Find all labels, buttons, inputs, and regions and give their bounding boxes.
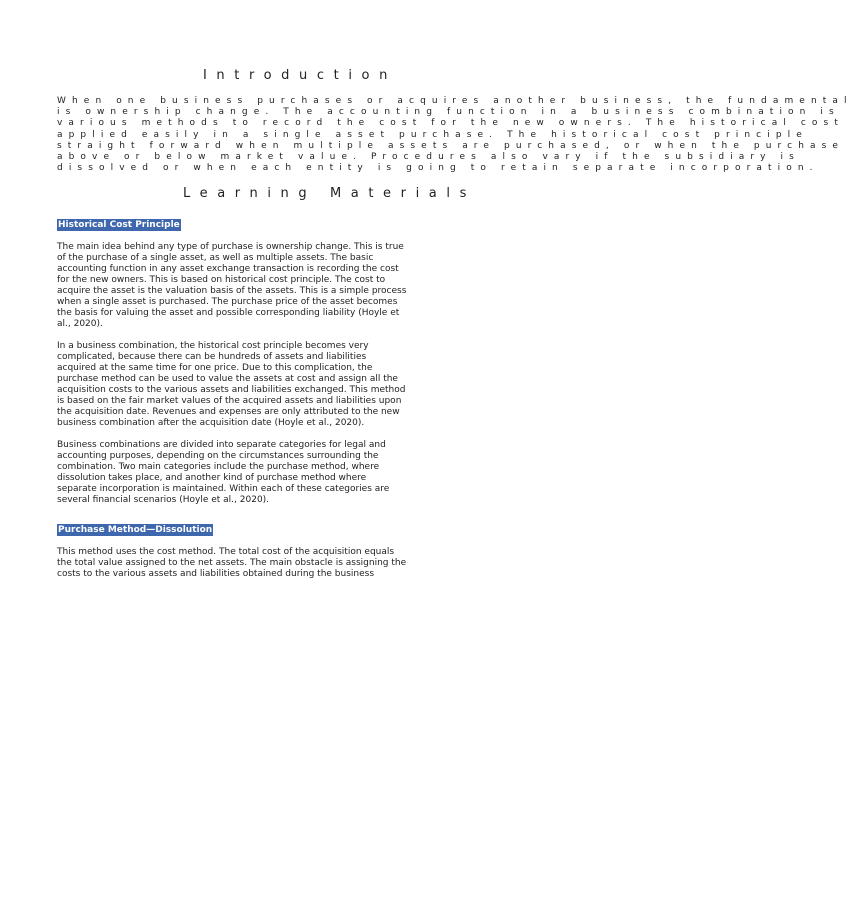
paragraph-line: purchase method can be used to value the assets at cost and assign all the [57,374,398,384]
introduction-line: various methods to record the cost for the new owners. The historical cost [57,118,844,129]
introduction-line: is ownership change. The accounting function in a business combination is [57,107,840,118]
paragraph-line: al., 2020). [57,319,103,329]
paragraph [57,242,427,330]
paragraph [57,547,427,580]
paragraph-line: acquired at the same time for one price. Due to this complication, the [57,363,373,373]
paragraph-line: when a single asset is purchased. The purchase price of the asset becomes [57,297,398,307]
paragraph-line: the basis for valuing the asset and possible corresponding liability (Hoyle et [57,308,400,318]
introduction-line: applied easily in a single asset purchase. The historical cost principle [57,129,808,140]
introduction-line: above or below market value. Procedures also vary if the subsidiary is [57,152,800,163]
paragraph-line: is based on the fair market values of the acquired assets and liabilities upon [57,396,402,406]
introduction-line: When one business purchases or acquires another business, the fundamental [57,96,853,106]
paragraph-line: Business combinations are divided into separate categories for legal and [57,440,386,450]
introduction-line: straight forward when multiple assets are purchased, or when the purchase [57,140,845,151]
paragraph-line: costs to the various assets and liabilities obtained during the business [57,569,375,579]
paragraph-line: complicated, because there can be hundreds of assets and liabilities [57,352,367,362]
learning-materials-content [57,212,427,580]
introduction-line: dissolved or when each entity is going to retain separate incorporation. [57,163,819,174]
paragraph-line: accounting purposes, depending on the circumstances surrounding the [57,451,379,461]
paragraph-line: acquisition costs to the various assets and liabilities exchanged. This method [57,385,406,395]
section-historical-cost-principle [57,212,427,506]
section-heading: Purchase Method—Dissolution [58,525,213,535]
paragraph-line: the total value assigned to the net assets. The main obstacle is assigning the [57,558,407,568]
introduction-body [57,96,853,174]
paragraph-line: combination. Two main categories include the purchase method, where [57,462,380,472]
paragraph-line: of the purchase of a single asset, as well as multiple assets. The basic [57,253,374,263]
introduction-title: Introduction [203,68,397,83]
paragraph-line: several financial scenarios (Hoyle et al., 2020). [57,495,270,505]
paragraph-line: The main idea behind any type of purchase is ownership change. This is true [57,242,404,252]
paragraph-line: accounting function in any asset exchange transaction is recording the cost [57,264,399,274]
paragraph-line: acquire the asset is the valuation basis of the assets. This is a simple process [57,286,407,296]
paragraph-line: dissolution takes place, and another kind of purchase method where [57,473,367,483]
paragraph [57,341,427,429]
learning-materials-title: Learning Materials [183,186,476,201]
paragraph-line: This method uses the cost method. The total cost of the acquisition equals [57,547,395,557]
section-purchase-method-dissolution [57,517,427,580]
paragraph-line: the acquisition date. Revenues and expenses are only attributed to the new [57,407,400,417]
paragraph-line: In a business combination, the historical cost principle becomes very [57,341,369,351]
paragraph-line: separate incorporation is maintained. Within each of these categories are [57,484,390,494]
paragraph [57,440,427,506]
paragraph-line: for the new owners. This is based on historical cost principle. The cost to [57,275,386,285]
paragraph-line: business combination after the acquisition date (Hoyle et al., 2020). [57,418,365,428]
section-heading: Historical Cost Principle [58,220,180,230]
